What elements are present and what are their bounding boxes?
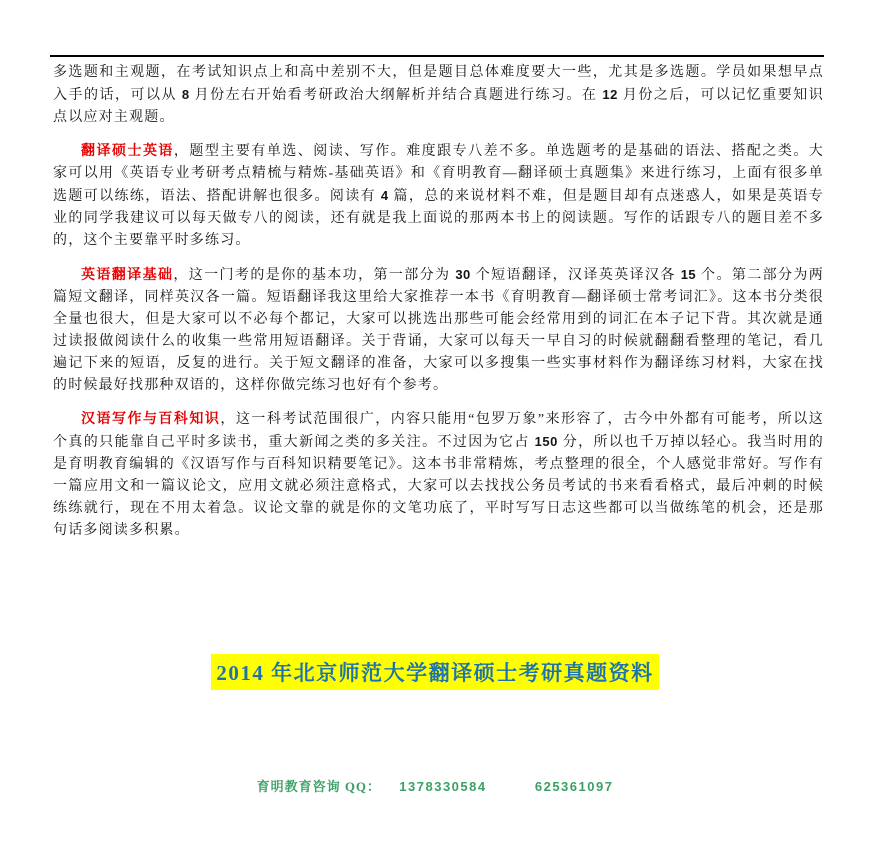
bold-number: 150 bbox=[534, 434, 558, 449]
bold-number: 15 bbox=[680, 267, 697, 282]
text-segment: 篇，总的来说材料不难，但是题目却有点迷惑人，如果是英语专业的同学我建议可以每天做专八的阅读，还有就是我上面说的那两本书上的阅读题。写作的话跟专八的题目差不多的，这个主要靠平时多练习。 bbox=[53, 189, 824, 248]
text-segment: 分，所以也千万掉以轻心。我当时用的是育明教育编辑的《汉语写作与百科知识精要笔记》。这本书非常精炼，考点整理的很全，个人感觉非常好。写作有一篇应用文和一篇议论文，应用文就必须注意格式，大家可以去找找公务员考试的书来看看格式，最后冲刺的时候练练就行，现在不用太着急。议论文靠的就是你的文笔功底了，平时写写日志这些都可以当做练笔的机会，还是那句话多阅读多积累。 bbox=[53, 435, 824, 538]
section-heading: 汉语写作与百科知识 bbox=[81, 412, 221, 427]
paragraph bbox=[53, 409, 824, 542]
text-segment: 月份左右开始看考研政治大纲解析并结合真题进行练习。在 bbox=[189, 88, 603, 103]
header-divider-line bbox=[50, 55, 824, 57]
text-segment: 多选题和主观题，在考试知识点上和高中差别不大，但是题目总体难度要大一些，尤其是多选题。学员如果想早点入手的话，可以从 bbox=[53, 65, 824, 103]
highlighted-title: 2014 年北京师范大学翻译硕士考研真题资料 bbox=[211, 654, 658, 690]
footer-qq-number-2: 625361097 bbox=[534, 779, 614, 794]
paragraph bbox=[53, 141, 824, 252]
bold-number: 12 bbox=[602, 87, 618, 102]
paragraph bbox=[53, 264, 824, 397]
text-segment: ，题型主要有单选、阅读、写作。难度跟专八差不多。单选题考的是基础的语法、搭配之类。大家可以用《英语专业考研考点精梳与精炼-基础英语》和《育明教育—翻译硕士真题集》来进行练习，上面有很多单选题可以练练，语法、搭配讲解也很多。阅读有 bbox=[53, 144, 825, 204]
bold-number: 8 bbox=[181, 87, 190, 102]
paragraph bbox=[53, 62, 824, 129]
bold-number: 4 bbox=[380, 188, 389, 203]
bold-number: 30 bbox=[455, 267, 471, 282]
text-segment: 个。第二部分为两篇短文翻译，同样英汉各一篇。短语翻译我这里给大家推荐一本书《育明教育—翻译硕士常考词汇》。这本书分类很全量也很大，但是大家可以不必每个都记，大家可以挑选出那些可能会经常用到的词汇在本子记下背。其次就是通过读报做阅读什么的收集一些常用短语翻译。关于背诵，大家可以每天一早自习的时候就翻翻看整理的笔记，看几遍记下来的短语，反复的进行。关于短文翻译的准备，大家可以多搜集一些实事材料作为翻译练习材料，大家在找的时候最好找那种双语的，这样你做完练习也好有个参考。 bbox=[53, 268, 824, 393]
text-segment: ，这一科考试范围很广，内容只能用“包罗万象”来形容了，古今中外都有可能考，所以这个真的只能靠自己平时多读书，重大新闻之类的多关注。不过因为它占 bbox=[53, 412, 824, 450]
highlighted-title-row bbox=[0, 654, 870, 690]
section-heading: 翻译硕士英语 bbox=[81, 144, 174, 159]
section-heading: 英语翻译基础 bbox=[81, 268, 174, 283]
footer-qq-number-1: 1378330584 bbox=[399, 779, 487, 794]
body-paragraphs bbox=[53, 62, 824, 542]
text-segment: ，这一门考的是你的基本功，第一部分为 bbox=[173, 268, 456, 283]
text-segment: 个短语翻译，汉译英英译汉各 bbox=[470, 268, 681, 283]
footer-contact-label: 育明教育咨询 QQ： bbox=[256, 779, 382, 794]
text-segment: 月份之后，可以记忆重要知识点以应对主观题。 bbox=[53, 88, 824, 125]
footer-contact bbox=[0, 776, 870, 795]
